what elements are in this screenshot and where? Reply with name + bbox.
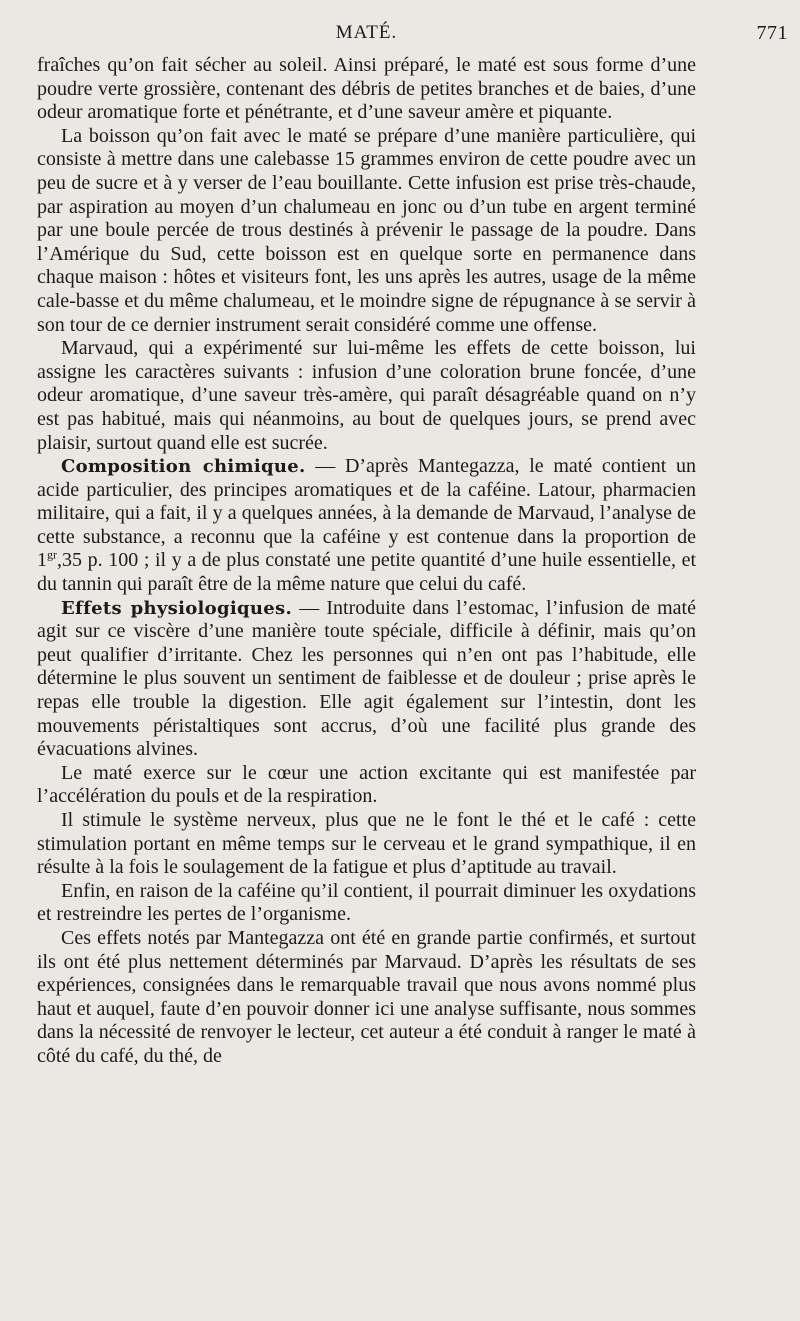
- paragraph-8: Enfin, en raison de la caféine qu’il contient, il pourrait diminuer les oxydations et restreindre les pertes de l’organisme.: [37, 879, 696, 926]
- composition-text-b: ,35 p. 100 ; il y a de plus constaté une petite quantité d’une huile essentielle, et du tannin qui paraît être de la même nature que celui du café.: [37, 549, 696, 596]
- composition-text-a: — D’après Mantegazza, le maté contient un acide particulier, des principes aromatiques et de la caféine. Latour, pharmacien militaire, qui a fait, il y a quelques années, à la demande de Marvaud, l’analyse de cette substance, a reconnu que la caféine y est contenue dans la proportion de 1: [37, 455, 696, 572]
- running-title: MATÉ.: [335, 22, 398, 43]
- page-header: [37, 20, 788, 50]
- page-number: 771: [756, 22, 788, 44]
- paragraph-1: fraîches qu’on fait sécher au soleil. Ainsi préparé, le maté est sous forme d’une poudre verte grossière, contenant des débris de petites branches et de baies, d’une odeur aromatique forte et pénétrante, et d’une saveur amère et piquante.: [37, 54, 696, 124]
- effects-text: — Introduite dans l’estomac, l’infusion de maté agit sur ce viscère d’une manière toute spéciale, difficile à définir, mais qu’on peut qualifier d’irritante. Chez les personnes qui n’en ont pas l’habitude, elle détermine le plus souvent un sentiment de faiblesse et de douleur ; prise après le repas elle trouble la digestion. Elle agit également sur l’intestin, dont les mouvements péristaltiques sont accrus, d’où une facilité plus grande des évacuations alvines.: [37, 596, 696, 761]
- section-heading-effects: Effets physiologiques.: [61, 597, 293, 619]
- paragraph-3: Marvaud, qui a expérimenté sur lui-même les effets de cette boisson, lui assigne les caractères suivants : infusion d’une coloration brune foncée, d’une odeur aromatique, d’une saveur très-amère, qui paraît désagréable quand on n’y est pas habitué, mais qui néanmoins, au bout de quelques jours, se prend avec plaisir, surtout quand elle est sucrée.: [37, 337, 696, 454]
- section-heading-composition: Composition chimique.: [61, 456, 306, 478]
- paragraph-effects: [37, 597, 696, 762]
- paragraph-composition: [37, 455, 696, 597]
- paragraph-9: Ces effets notés par Mantegazza ont été en grande partie confirmés, et surtout ils ont été plus nettement déterminés par Marvaud. D’après les résultats de ses expériences, consignées dans le remarquable travail que nous avons nommé plus haut et auquel, faute d’en pouvoir donner ici une analyse suffisante, nous sommes dans la nécessité de renvoyer le lecteur, cet auteur a été conduit à ranger le maté à côté du café, du thé, de: [37, 926, 696, 1067]
- gram-superscript: gr: [47, 547, 57, 562]
- body-text: [37, 54, 696, 1069]
- paragraph-7: Il stimule le système nerveux, plus que ne le font le thé et le café : cette stimulation portant en même temps sur le cerveau et le grand sympathique, il en résulte à la fois le soulagement de la fatigue et plus d’aptitude au travail.: [37, 809, 696, 879]
- paragraph-6: Le maté exerce sur le cœur une action excitante qui est manifestée par l’accélération du pouls et de la respiration.: [37, 761, 696, 808]
- paragraph-2: La boisson qu’on fait avec le maté se prépare d’une manière particulière, qui consiste à mettre dans une calebasse 15 grammes environ de cette poudre avec un peu de sucre et à y verser de l’eau bouillante. Cette infusion est prise très-chaude, par aspiration au moyen d’un chalumeau en jonc ou d’un tube en argent terminé par une boule percée de trous destinés à prévenir le passage de la poudre. Dans l’Amérique du Sud, cette boisson est en quelque sorte en permanence dans chaque maison : hôtes et visiteurs font, les uns après les autres, usage de la même cale-basse et du même chalumeau, et le moindre signe de répugnance à se servir à son tour de ce dernier instrument serait considéré comme une offense.: [37, 124, 696, 336]
